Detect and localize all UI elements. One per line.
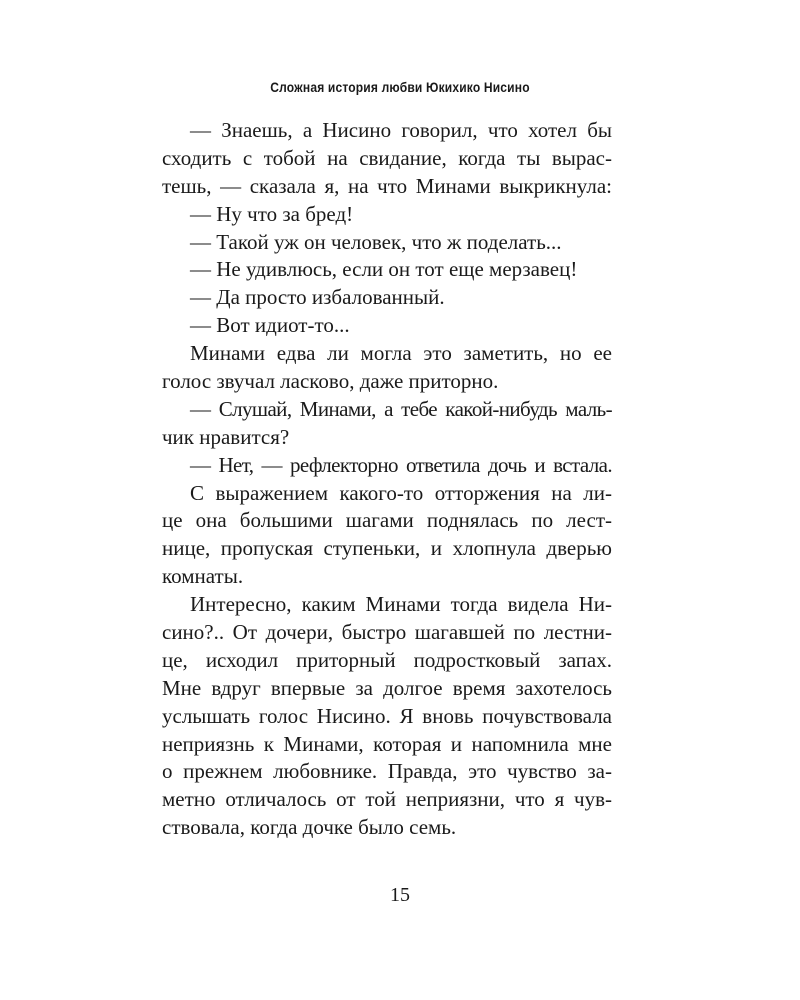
text-line: метно отличалось от той неприязни, что я чув- bbox=[162, 787, 612, 812]
text-line: нице, пропуская ступеньки, и хлопнула дверью bbox=[162, 536, 612, 561]
text-line: голос звучал ласково, даже приторно. bbox=[162, 369, 499, 394]
text-line: С выражением какого-то отторжения на ли- bbox=[190, 480, 612, 505]
text-line: сино?.. От дочери, быстро шагавшей по лестни- bbox=[162, 620, 612, 645]
text-line: сходить с тобой на свидание, когда ты вырас- bbox=[162, 145, 612, 170]
text-line: — Нет, — рефлекторно ответила дочь и встала. bbox=[190, 452, 612, 477]
text-line: о прежнем любовнике. Правда, это чувство за- bbox=[162, 759, 612, 784]
text-line: це она большими шагами поднялась по лест- bbox=[162, 508, 612, 533]
running-header: Сложная история любви Юкихико Нисино bbox=[270, 79, 530, 95]
text-line: — Такой уж он человек, что ж поделать... bbox=[190, 229, 562, 254]
text-line: Мне вдруг впервые за долгое время захотелось bbox=[162, 675, 612, 700]
text-line: — Да просто избалованный. bbox=[190, 285, 445, 310]
text-line: — Ну что за бред! bbox=[190, 201, 354, 226]
text-line: Интересно, каким Минами тогда видела Ни- bbox=[190, 592, 612, 617]
body-text bbox=[162, 117, 612, 842]
text-line: ствовала, когда дочке было семь. bbox=[162, 815, 457, 840]
page-number: 15 bbox=[390, 884, 410, 906]
text-line: — Не удивлюсь, если он тот еще мерзавец! bbox=[190, 257, 578, 282]
text-line: неприязнь к Минами, которая и напомнила мне bbox=[162, 731, 612, 756]
text-line: Минами едва ли могла это заметить, но ее bbox=[190, 341, 612, 366]
text-line: чик нравится? bbox=[162, 424, 290, 449]
text-line: — Знаешь, а Нисино говорил, что хотел бы bbox=[190, 118, 612, 142]
text-line: — Слушай, Минами, а тебе какой-нибудь маль- bbox=[190, 396, 612, 421]
text-line: це, исходил приторный подростковый запах. bbox=[162, 647, 612, 672]
text-line: тешь, — сказала я, на что Минами выкрикнула: bbox=[162, 173, 612, 198]
text-line: услышать голос Нисино. Я вновь почувствовала bbox=[162, 703, 612, 728]
text-line: — Вот идиот-то... bbox=[190, 313, 350, 338]
text-line: комнаты. bbox=[162, 564, 244, 589]
